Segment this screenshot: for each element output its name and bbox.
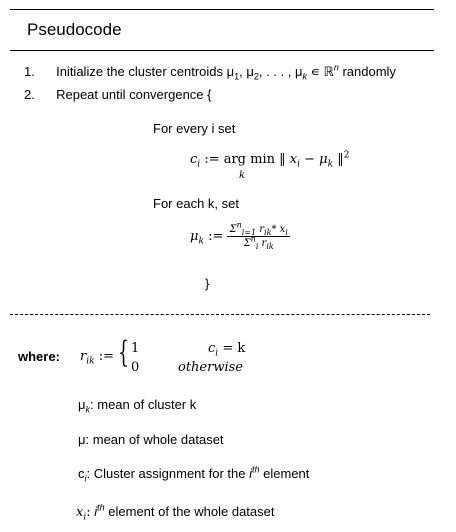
step-text: Initialize the cluster centroids $\mu_1$, $\mu_2$, . . . , $\mu_k$ ∊ ℝ$^n$ randomly [56,62,396,82]
rik-case-1-value: 1 [131,341,140,356]
definition-text: mean of cluster k [97,397,197,412]
step-2 [24,87,211,102]
definition-symbol: $c_i$: [78,466,91,484]
assignment-formula: $c_i$ := arg min ‖ $x_i - \mu_k$ ‖$^2$ [190,150,350,170]
for-every-i-label: For every i set [153,121,236,136]
definition-symbol: $x_i$: [76,505,91,523]
argmin-subscript-k: k [239,170,246,181]
closing-brace: } [205,276,210,291]
dashed-separator [10,314,430,315]
rik-case-0-value: 0 [131,360,140,375]
rik-case-0-condition: otherwise [178,360,243,375]
definition-mu-k [78,397,197,415]
step-text: Repeat until convergence { [56,87,212,102]
update-fraction: $\frac{\Sigma^n_{i=1} r_{ik}* x_i}{\Sigma^n_i r_{ik}}$ [229,220,288,251]
rik-case-1-condition: $c_i = k$ [208,341,246,359]
definition-text: $i^{th}$ element of the whole dataset [94,502,275,519]
step-number: 2. [24,87,35,102]
definition-c-i [78,464,310,484]
where-label: where: [18,349,60,364]
definition-x-i [76,502,275,523]
rik-brace: { [118,335,129,370]
definition-symbol: μ: [78,432,90,447]
page-title: Pseudocode [27,20,122,39]
definition-symbol: $\mu_k$: [78,397,94,415]
update-formula: $\mu_k$ := $\frac{\Sigma^n_{i=1} r_{ik}* x_i}{\Sigma^n_i r_{ik}}$ [190,220,288,251]
step-1 [24,64,396,80]
definition-text: mean of whole dataset [92,432,224,447]
step-number: 1. [24,64,35,79]
title-rule [10,50,434,51]
definition-text: Cluster assignment for the $i^{th}$ element [93,464,310,481]
for-each-k-label: For each k, set [153,196,239,211]
definition-mu [78,432,224,447]
rik-lhs: $r_{ik}$ := [80,349,114,367]
top-rule [10,9,434,10]
